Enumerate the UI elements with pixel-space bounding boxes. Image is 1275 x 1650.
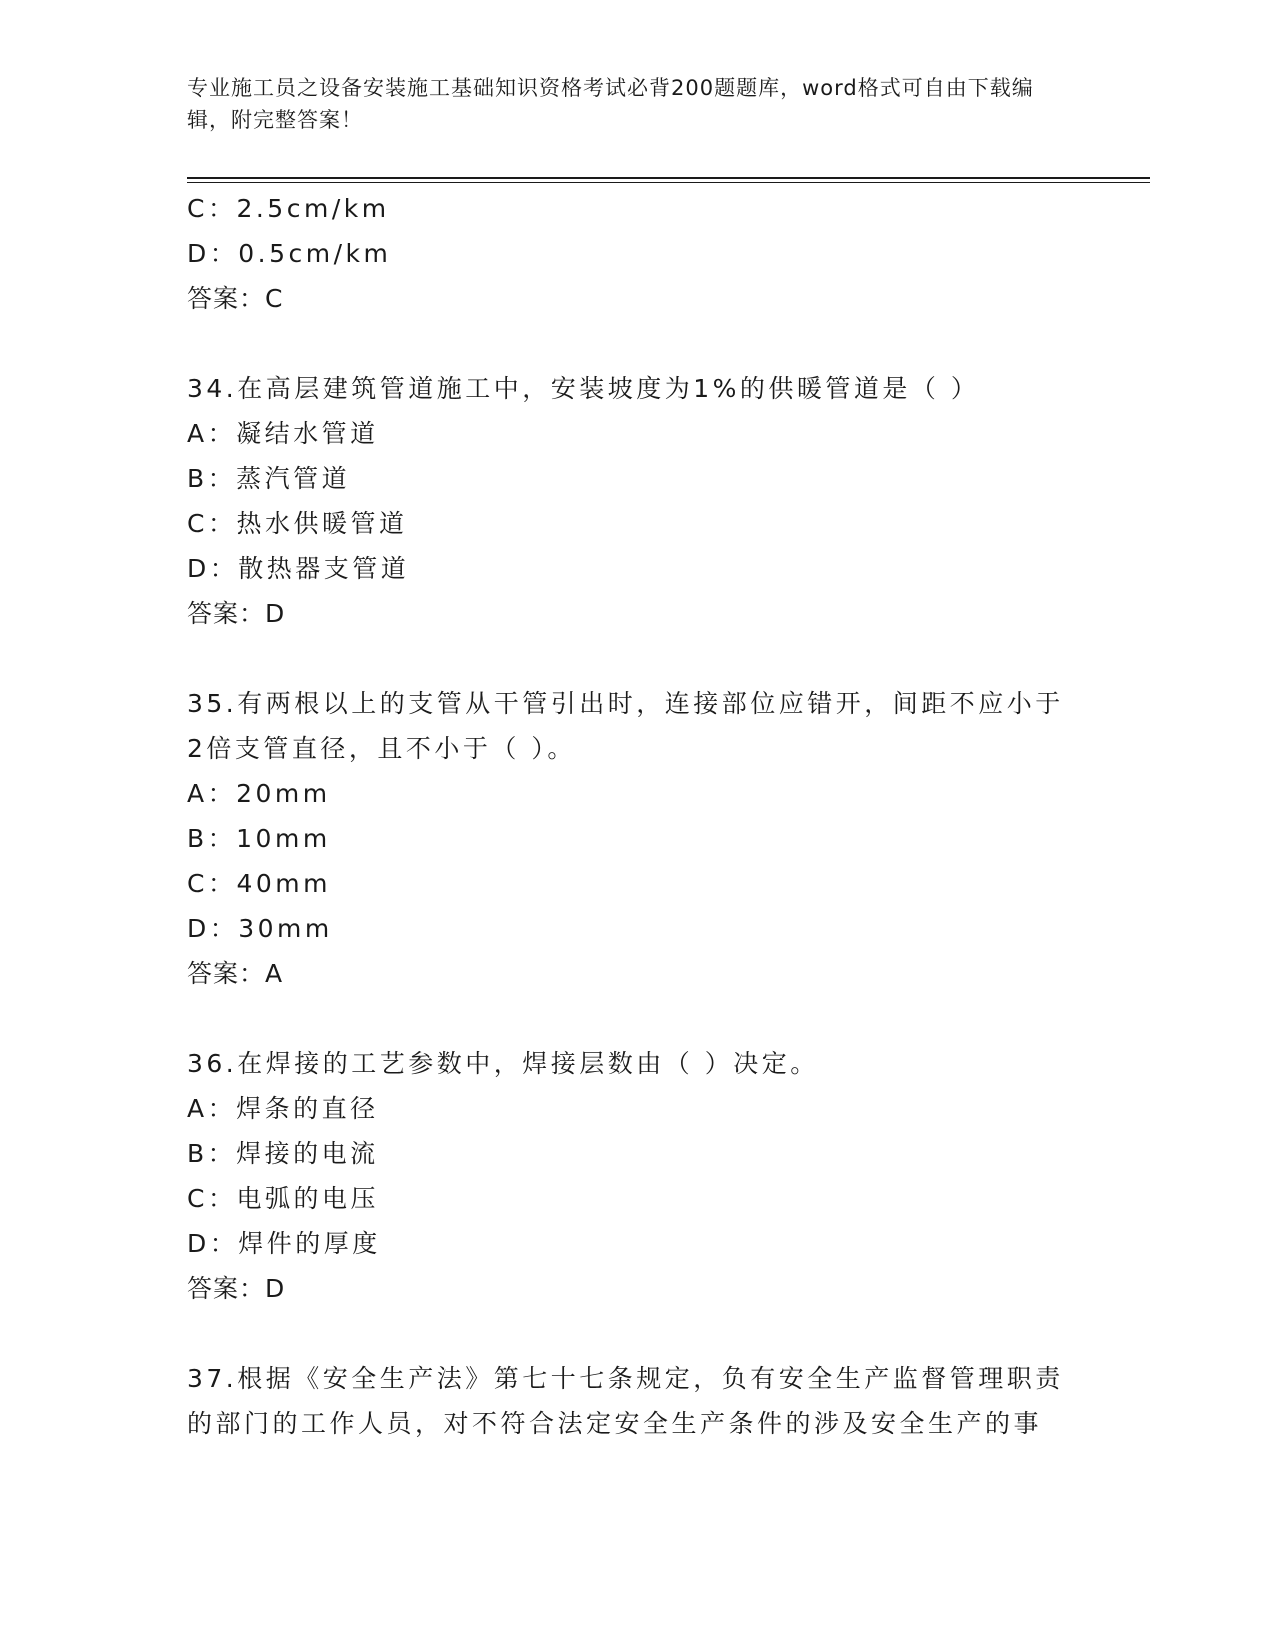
header-rule-thin [187, 182, 1150, 183]
page-header: 专业施工员之设备安装施工基础知识资格考试必背200题题库，word格式可自由下载编辑，附完整答案！ [187, 76, 1034, 132]
q37-stem-line1: 37.根据《安全生产法》第七十七条规定，负有安全生产监督管理职责 [187, 1364, 1064, 1393]
prev-option-c: C：2.5cm/km [187, 194, 390, 223]
q36-option-c: C：电弧的电压 [187, 1184, 379, 1213]
q36-option-d: D：焊件的厚度 [187, 1229, 381, 1258]
header-rule-thick [187, 177, 1150, 179]
q34-option-b: B：蒸汽管道 [187, 464, 351, 493]
q34-answer: 答案：D [187, 599, 286, 628]
q35-option-b: B：10mm [187, 824, 331, 853]
q35-answer: 答案：A [187, 959, 284, 988]
q35-stem-line1: 35.有两根以上的支管从干管引出时，连接部位应错开，间距不应小于 [187, 689, 1064, 718]
q36-option-a: A：焊条的直径 [187, 1094, 379, 1123]
prev-answer: 答案：C [187, 284, 284, 313]
q34-option-a: A：凝结水管道 [187, 419, 379, 448]
q35-option-c: C：40mm [187, 869, 331, 898]
q35-stem-line2: 2倍支管直径，且不小于（ ）。 [187, 734, 576, 763]
q34-stem: 34.在高层建筑管道施工中，安装坡度为1%的供暖管道是（ ） [187, 374, 980, 403]
q34-option-c: C：热水供暖管道 [187, 509, 408, 538]
q36-stem: 36.在焊接的工艺参数中，焊接层数由（ ）决定。 [187, 1049, 819, 1078]
prev-option-d: D：0.5cm/km [187, 239, 392, 268]
q35-option-a: A：20mm [187, 779, 331, 808]
q35-option-d: D：30mm [187, 914, 333, 943]
q36-option-b: B：焊接的电流 [187, 1139, 379, 1168]
q34-option-d: D：散热器支管道 [187, 554, 410, 583]
q37-stem-line2: 的部门的工作人员，对不符合法定安全生产条件的涉及安全生产的事 [187, 1409, 1043, 1438]
q36-answer: 答案：D [187, 1274, 286, 1303]
